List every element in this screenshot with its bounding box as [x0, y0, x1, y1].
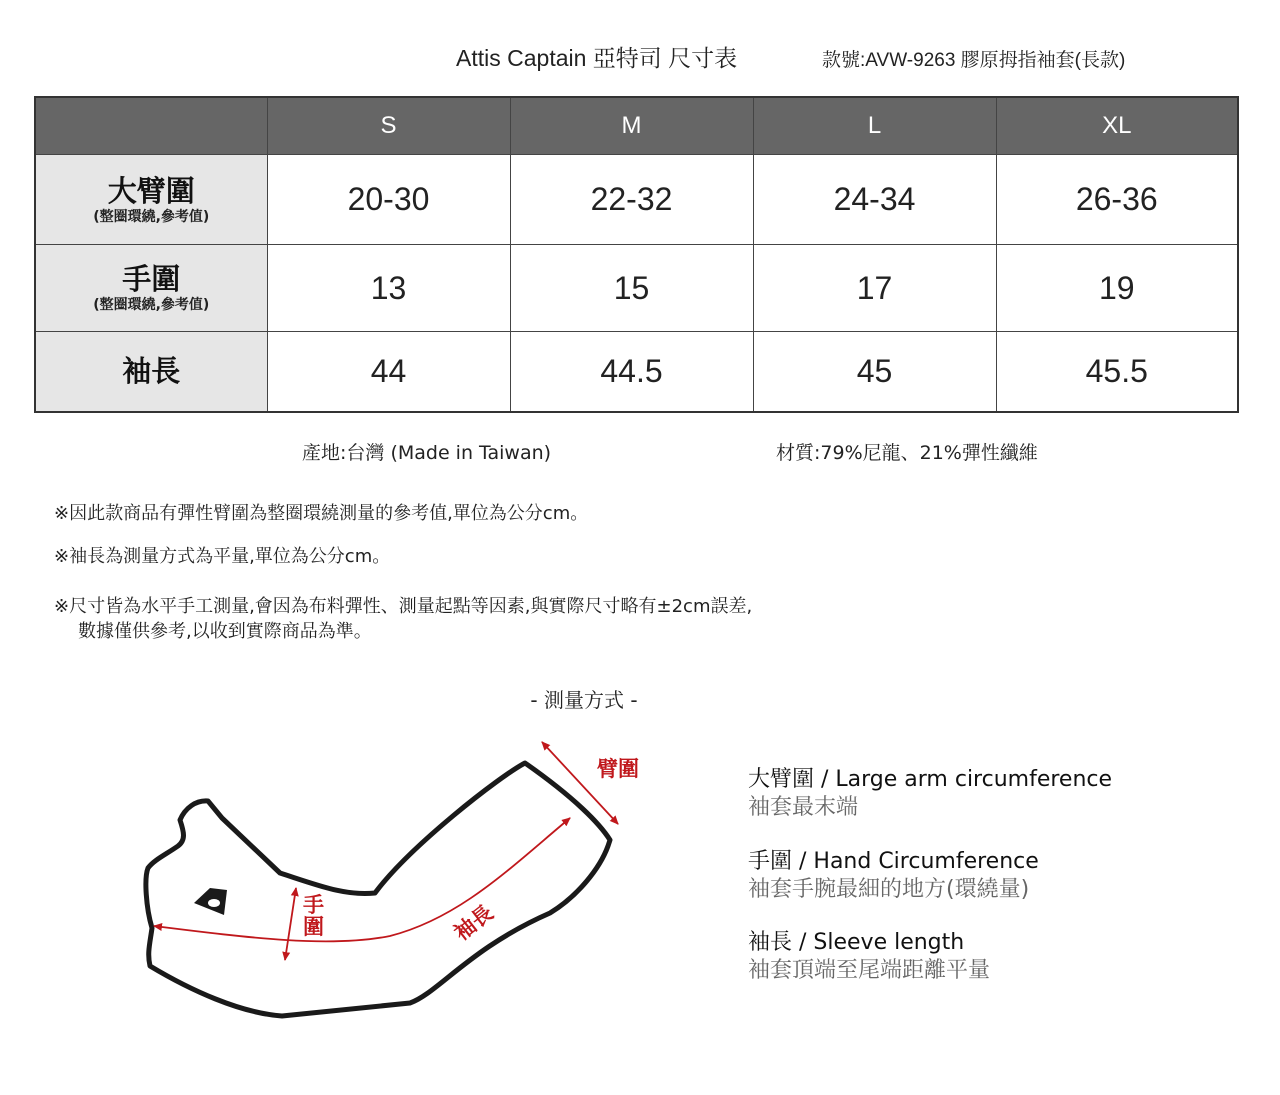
row-note: (整圈環繞,參考值): [93, 208, 210, 225]
size-header-xl: XL: [996, 97, 1238, 155]
corner-cell: [35, 97, 267, 155]
measure-heading: - 測量方式 -: [530, 688, 638, 712]
table-row-sleeve: [35, 332, 1238, 412]
table-cell: 45.5: [996, 332, 1238, 412]
table-cell: 15: [510, 245, 753, 332]
model-number: 款號:AVW-9263 膠原拇指袖套(長款): [822, 50, 1126, 71]
table-cell: 44.5: [510, 332, 753, 412]
table-cell: 22-32: [510, 155, 753, 245]
size-table: [34, 96, 1239, 413]
sleeve-length-label: 袖長: [449, 900, 498, 946]
sleeve-diagram: [130, 728, 650, 1028]
table-cell: 26-36: [996, 155, 1238, 245]
size-header-s: S: [267, 97, 510, 155]
row-name: 手圍: [122, 262, 181, 296]
row-label-upper-arm: [35, 155, 267, 245]
table-row-hand: [35, 245, 1238, 332]
table-cell: 45: [753, 332, 996, 412]
note-elastic: ※因此款商品有彈性臂圍為整圈環繞測量的參考值,單位為公分cm。: [54, 503, 589, 524]
size-header-l: L: [753, 97, 996, 155]
chart-title: Attis Captain 亞特司 尺寸表: [456, 45, 738, 71]
table-cell: 20-30: [267, 155, 510, 245]
row-label-sleeve: [35, 332, 267, 412]
size-header-row: [35, 97, 1238, 155]
hand-circumference-label-bottom: 圍: [303, 915, 324, 939]
table-cell: 44: [267, 332, 510, 412]
row-name: 袖長: [122, 354, 181, 389]
legend-subtitle: 袖套手腕最細的地方(環繞量): [748, 877, 1030, 902]
material-text: 材質:79%尼龍、21%彈性纖維: [776, 442, 1038, 464]
legend-title: 大臂圍 / Large arm circumference: [748, 767, 1113, 792]
row-label-hand: [35, 245, 267, 332]
table-cell: 19: [996, 245, 1238, 332]
legend-title: 手圍 / Hand Circumference: [748, 849, 1039, 874]
legend-sleeve: [748, 929, 990, 985]
table-row-upper-arm: [35, 155, 1238, 245]
note-sleeve: ※袖長為測量方式為平量,單位為公分cm。: [54, 546, 391, 567]
table-cell: 17: [753, 245, 996, 332]
hand-circumference-label-top: 手: [303, 893, 324, 917]
note-tolerance-line1: ※尺寸皆為水平手工測量,會因為布料彈性、測量起點等因素,與實際尺寸略有±2cm誤差,: [54, 596, 753, 617]
row-note: (整圈環繞,參考值): [93, 297, 210, 313]
table-cell: 24-34: [753, 155, 996, 245]
table-cell: 13: [267, 245, 510, 332]
note-tolerance-line2: 數據僅供參考,以收到實際商品為準。: [78, 621, 372, 642]
arm-circumference-label: 臂圍: [597, 757, 639, 781]
legend-subtitle: 袖套頂端至尾端距離平量: [748, 958, 991, 983]
size-header-m: M: [510, 97, 753, 155]
legend-hand: [748, 848, 1039, 904]
legend-subtitle: 袖套最末端: [748, 795, 859, 820]
note-tolerance: [54, 594, 752, 644]
origin-text: 產地:台灣 (Made in Taiwan): [302, 442, 552, 464]
legend-title: 袖長 / Sleeve length: [748, 930, 965, 955]
legend-upper-arm: [748, 766, 1112, 822]
row-name: 大臂圍: [107, 173, 195, 208]
